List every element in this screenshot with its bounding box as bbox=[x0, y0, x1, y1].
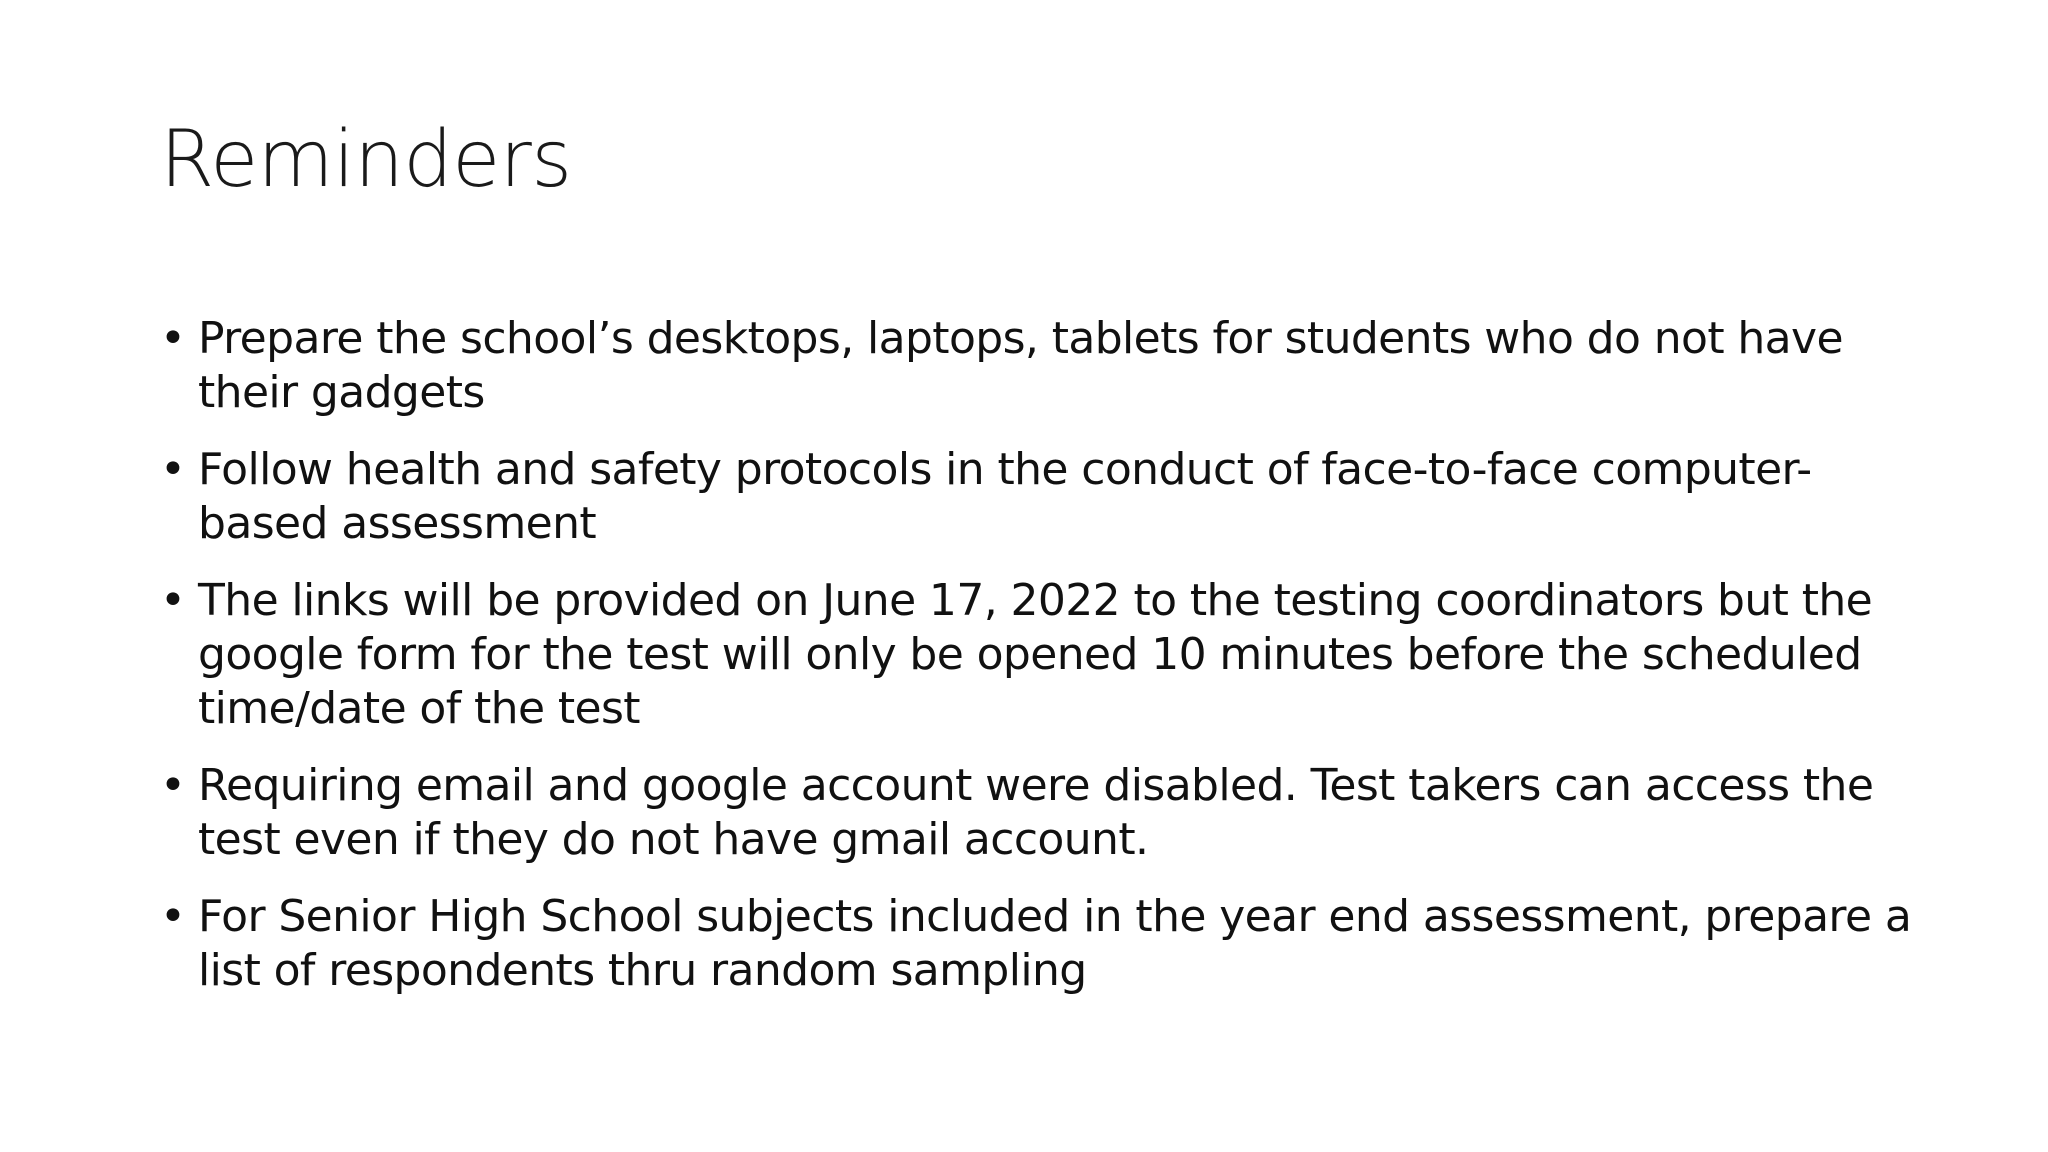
bullet-text: For Senior High School subjects included in the year end assessment, prepare a list of respondents thru random sampling bbox=[198, 891, 1912, 996]
slide-title: Reminders bbox=[160, 115, 572, 205]
bullet-text: Requiring email and google account were disabled. Test takers can access the test even if they do not have gmail account. bbox=[198, 760, 1874, 865]
bullet-item-2 bbox=[160, 443, 1920, 551]
bullet-icon: • bbox=[160, 760, 186, 811]
bullet-icon: • bbox=[160, 891, 186, 942]
bullet-item-1 bbox=[160, 312, 1920, 420]
bullet-text: Prepare the school’s desktops, laptops, tablets for students who do not have their gadgets bbox=[198, 313, 1843, 418]
bullet-item-5 bbox=[160, 890, 1920, 998]
bullet-list bbox=[160, 312, 1920, 1021]
bullet-item-4 bbox=[160, 759, 1920, 867]
bullet-icon: • bbox=[160, 444, 186, 495]
bullet-icon: • bbox=[160, 575, 186, 626]
bullet-item-3 bbox=[160, 574, 1920, 736]
bullet-text: The links will be provided on June 17, 2022 to the testing coordinators but the google form for the test will only be opened 10 minutes before the scheduled time/date of the test bbox=[198, 575, 1873, 734]
bullet-text: Follow health and safety protocols in the conduct of face-to-face computer-based assessment bbox=[198, 444, 1812, 549]
bullet-icon: • bbox=[160, 313, 186, 364]
